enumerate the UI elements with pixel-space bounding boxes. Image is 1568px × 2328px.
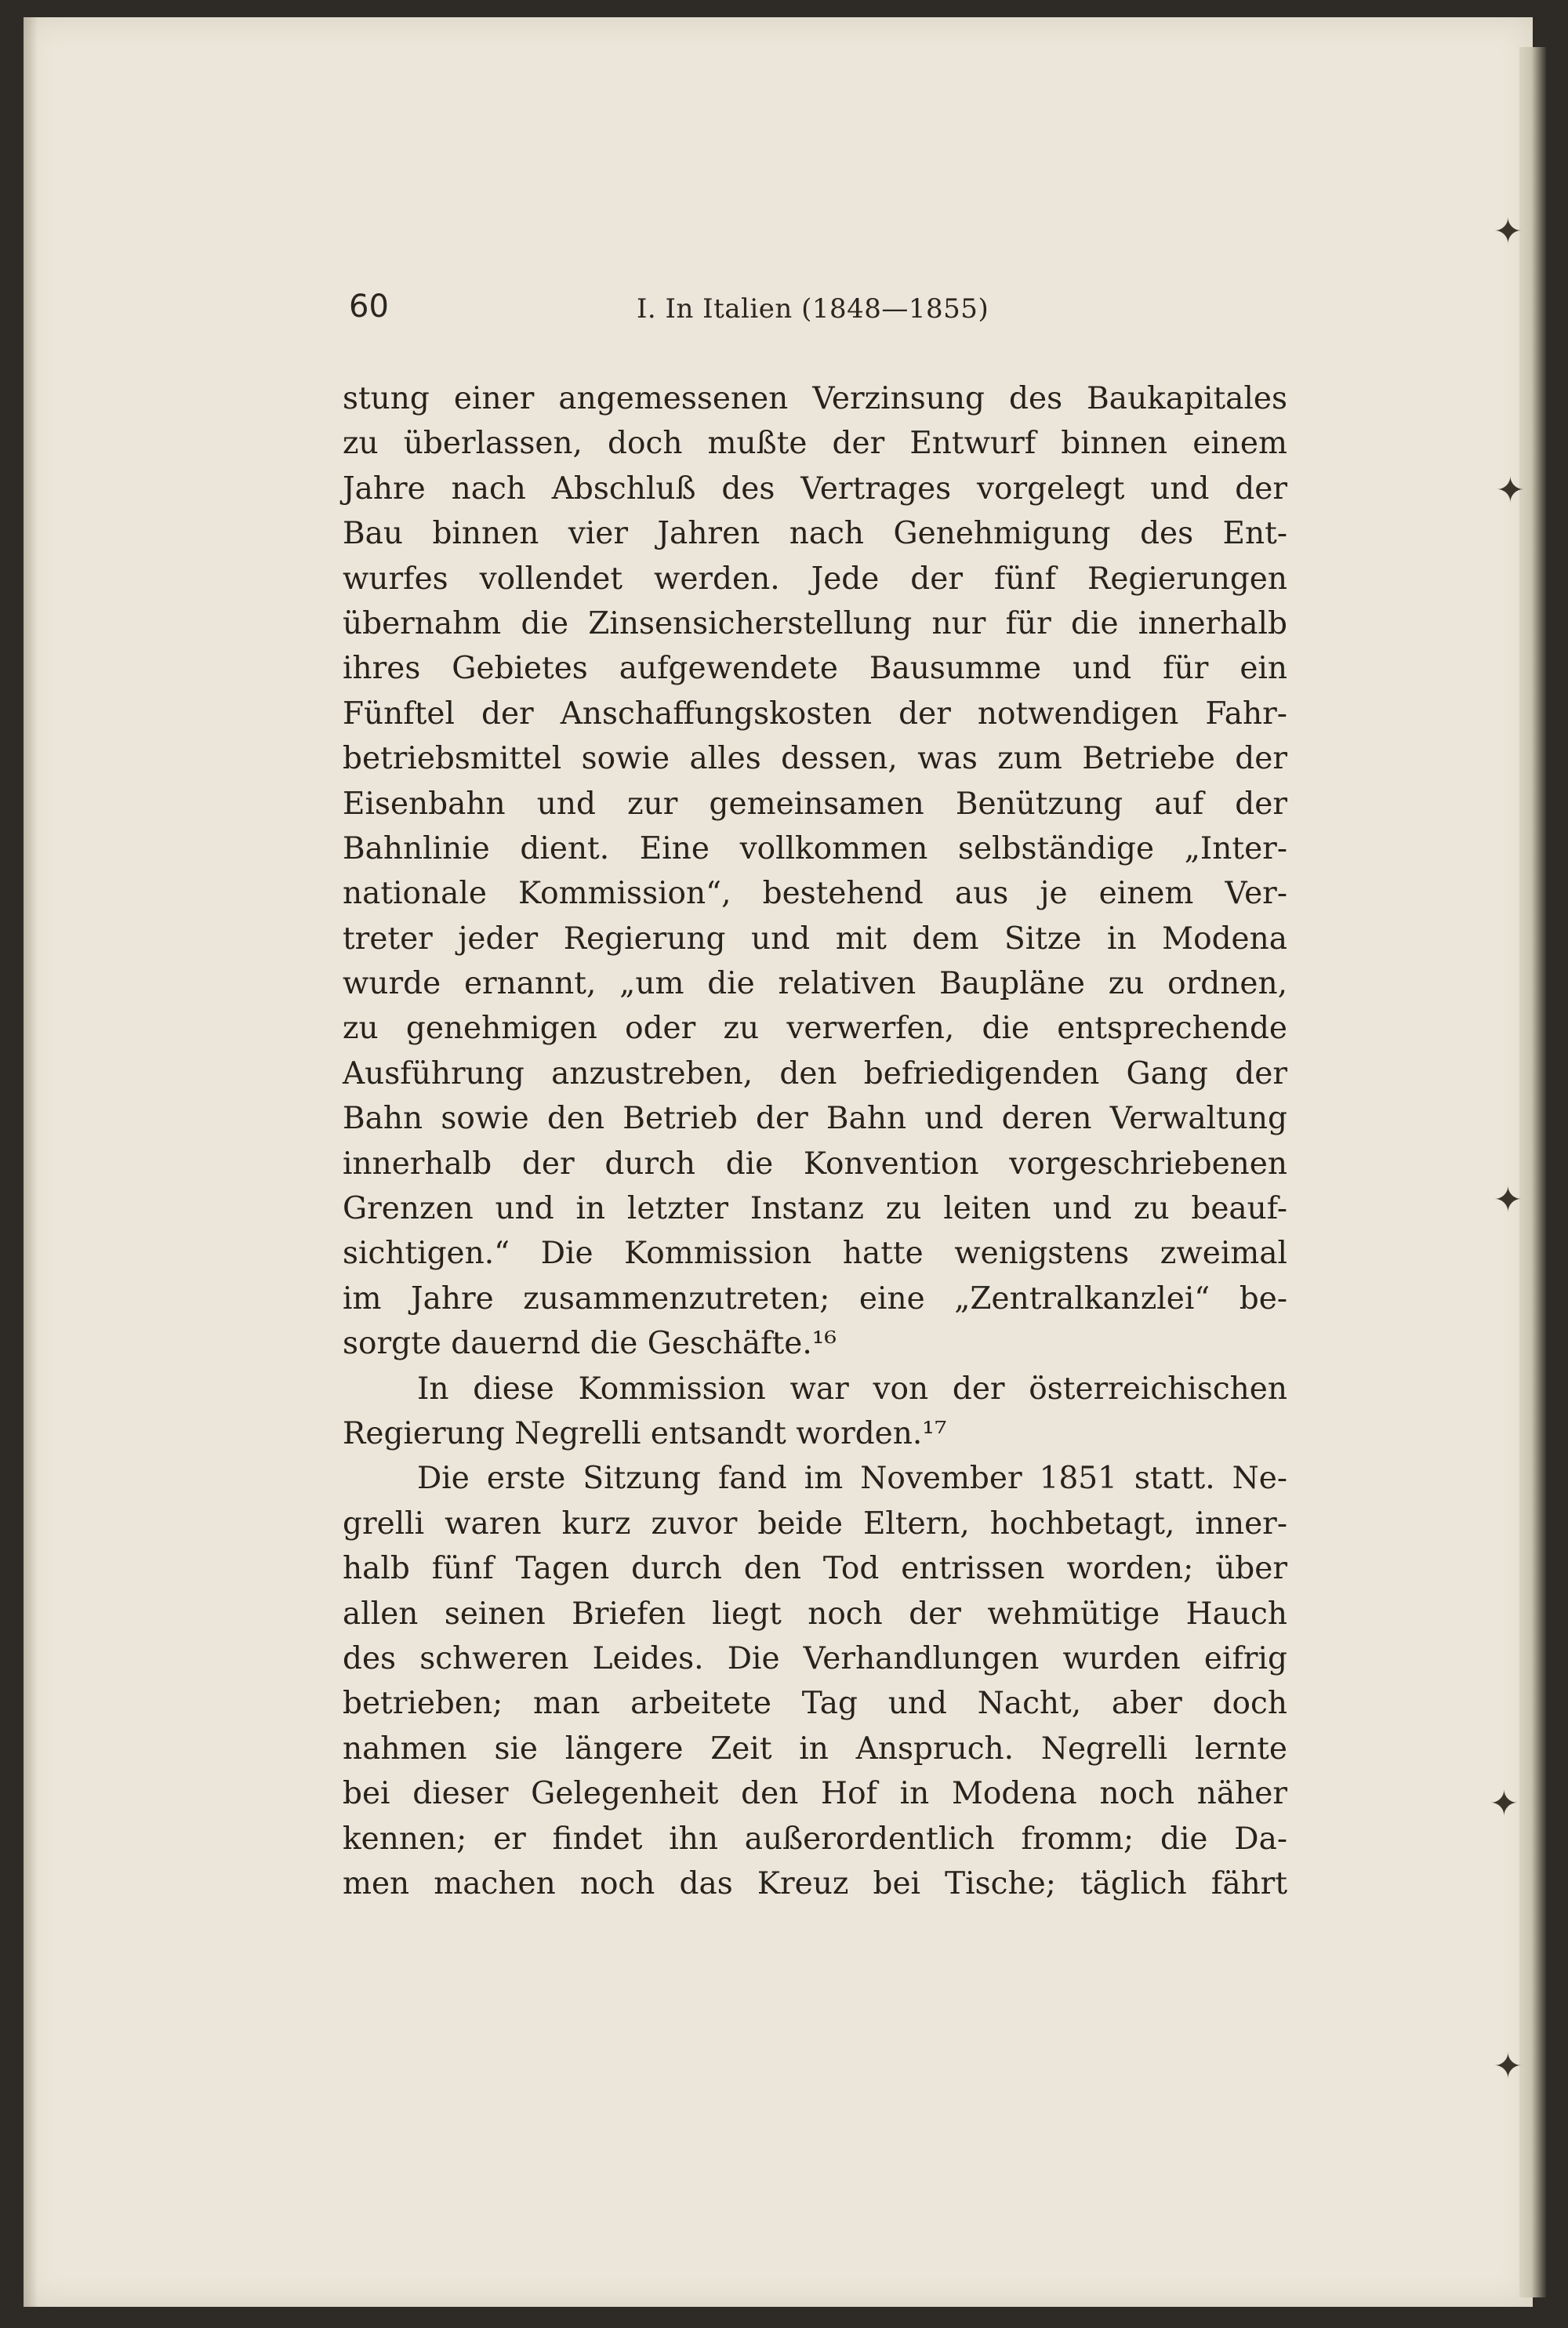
text-line: Bahn sowie den Betrieb der Bahn und deren Verwaltung [343, 1101, 1287, 1137]
binding-stitch-icon: ✦ [1494, 2047, 1523, 2086]
text-line: zu genehmigen oder zu verwerfen, die entsprechende [343, 1011, 1287, 1047]
binding-shadow [24, 17, 38, 2307]
text-line: stung einer angemessenen Verzinsung des Baukapitales [343, 381, 1287, 416]
text-line: treter jeder Regierung und mit dem Sitze in Modena [343, 921, 1287, 957]
text-line: Jahre nach Abschluß des Vertrages vorgelegt und der [343, 470, 1287, 507]
binding-stitch-icon: ✦ [1494, 212, 1523, 252]
binding-stitch-icon: ✦ [1490, 1784, 1519, 1824]
text-line: Ausführung anzustreben, den befriedigenden Gang der [343, 1055, 1287, 1091]
text-line: allen seinen Briefen liegt noch der wehmütige Hauch [343, 1596, 1287, 1632]
text-line: Bau binnen vier Jahren nach Genehmigung des Ent- [343, 516, 1287, 552]
text-line: kennen; er findet ihn außerordentlich fromm; die Da- [343, 1821, 1287, 1857]
text-line: zu überlassen, doch mußte der Entwurf binnen einem [343, 426, 1287, 462]
text-line: In diese Kommission war von der österreichischen [417, 1371, 1287, 1407]
running-head: I. In Italien (1848—1855) [637, 293, 989, 325]
text-line: grelli waren kurz zuvor beide Eltern, hochbetagt, inner- [343, 1505, 1287, 1542]
page-header [349, 289, 1290, 336]
text-line: ihres Gebietes aufgewendete Bausumme und für ein [343, 651, 1287, 687]
text-line: halb fünf Tagen durch den Tod entrissen worden; über [343, 1551, 1287, 1587]
text-line: wurde ernannt, „um die relativen Baupläne zu ordnen, [343, 966, 1287, 1002]
text-line: Grenzen und in letzter Instanz zu leiten und zu beauf- [343, 1191, 1287, 1227]
body-text [343, 376, 1287, 1906]
text-line: sorgte dauernd die Geschäfte.¹⁶ [343, 1326, 837, 1362]
text-line: Regierung Negrelli entsandt worden.¹⁷ [343, 1415, 947, 1451]
page-number: 60 [349, 289, 389, 325]
page-edge [1519, 47, 1546, 2297]
binding-stitch-icon: ✦ [1494, 1180, 1523, 1220]
text-line: des schweren Leides. Die Verhandlungen wurden eifrig [343, 1640, 1287, 1676]
text-line: Die erste Sitzung fand im November 1851 statt. Ne- [417, 1461, 1287, 1497]
text-line: übernahm die Zinsensicherstellung nur für die innerhalb [343, 605, 1287, 641]
text-line: sichtigen.“ Die Kommission hatte wenigstens zweimal [343, 1236, 1287, 1272]
text-line: betrieben; man arbeitete Tag und Nacht, aber doch [343, 1686, 1287, 1722]
text-line: Eisenbahn und zur gemeinsamen Benützung auf der [343, 786, 1287, 822]
text-line: bei dieser Gelegenheit den Hof in Modena noch näher [343, 1776, 1287, 1812]
text-line: betriebsmittel sowie alles dessen, was zum Betriebe der [343, 741, 1287, 777]
text-line: nahmen sie längere Zeit in Anspruch. Negrelli lernte [343, 1731, 1287, 1767]
text-line: nationale Kommission“, bestehend aus je einem Ver- [343, 876, 1287, 912]
text-line: im Jahre zusammenzutreten; eine „Zentralkanzlei“ be- [343, 1280, 1287, 1317]
binding-stitch-icon: ✦ [1496, 470, 1525, 510]
text-line: Fünftel der Anschaffungskosten der notwendigen Fahr- [343, 695, 1287, 732]
text-line: wurfes vollendet werden. Jede der fünf Regierungen [343, 561, 1287, 597]
text-line: innerhalb der durch die Konvention vorgeschriebenen [343, 1146, 1287, 1182]
text-line: Bahnlinie dient. Eine vollkommen selbständige „Inter- [343, 830, 1287, 866]
text-line: men machen noch das Kreuz bei Tische; täglich fährt [343, 1865, 1287, 1901]
